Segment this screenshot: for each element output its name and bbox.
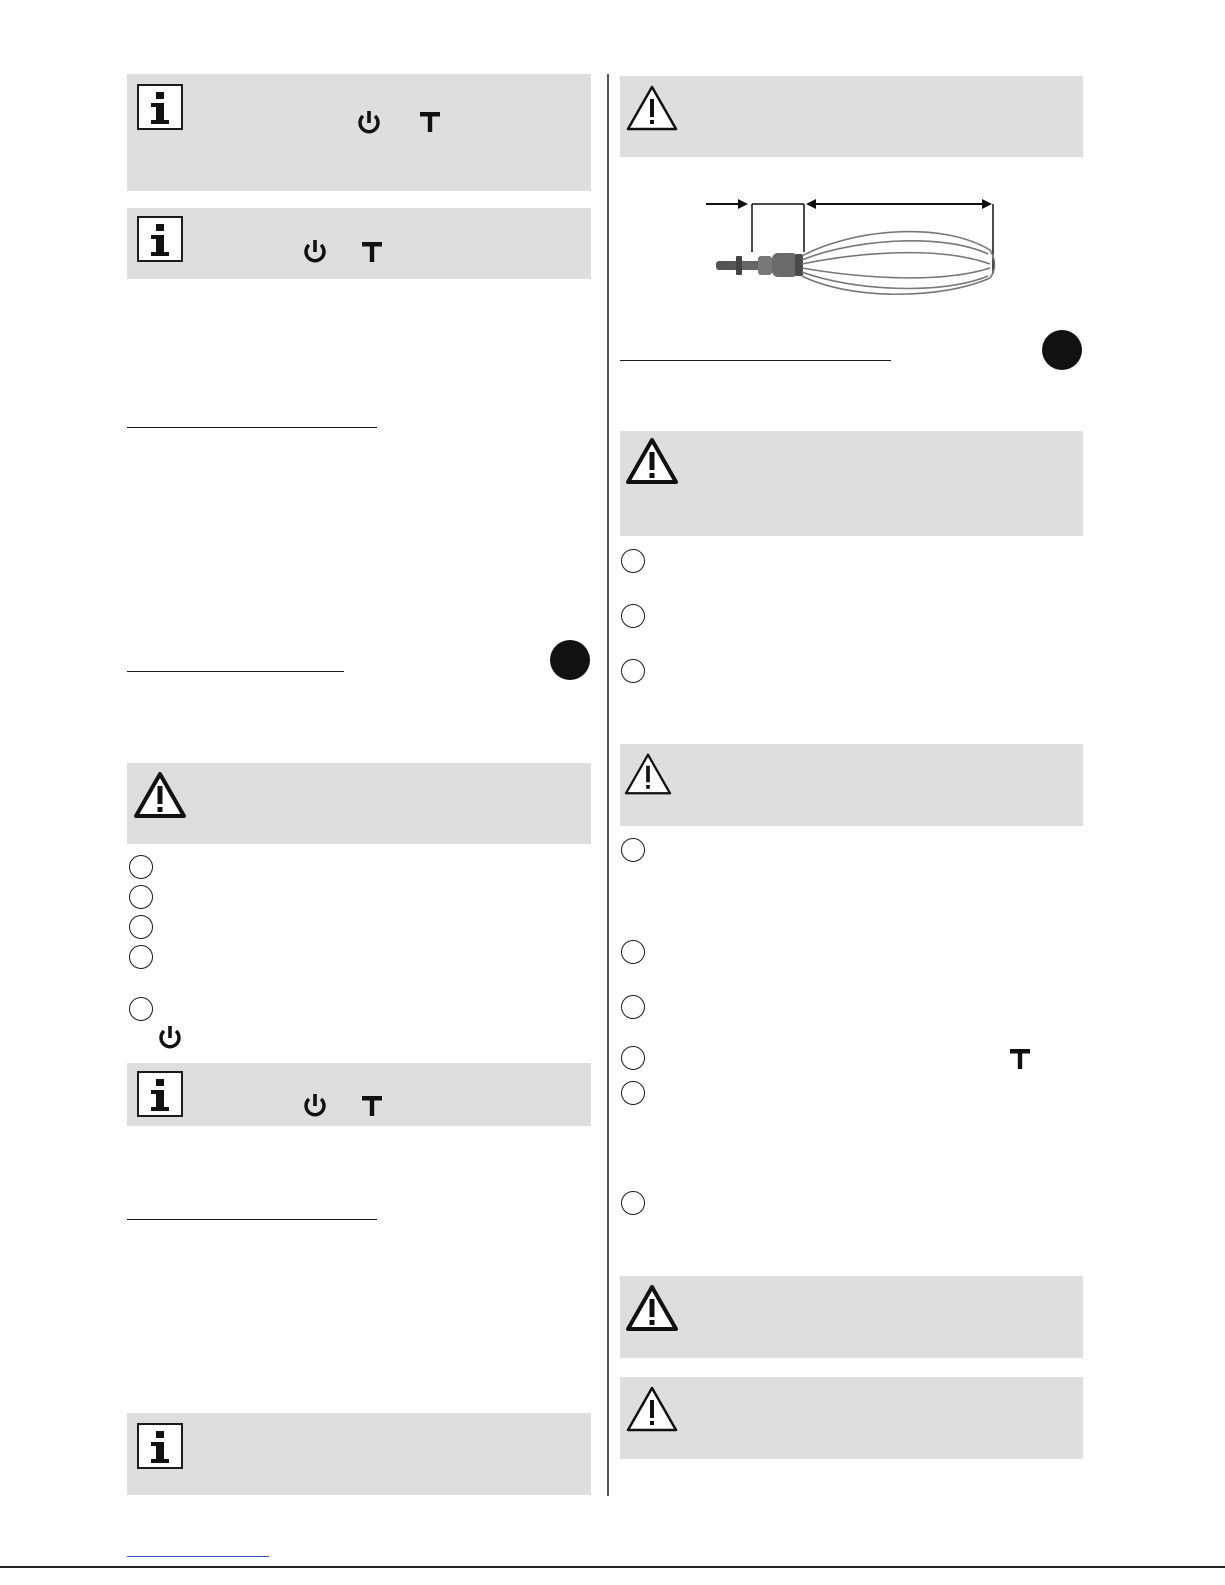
power-icon [357, 110, 381, 136]
power-icon [158, 1025, 182, 1051]
info-notice-box [127, 1063, 591, 1126]
info-icon [137, 216, 183, 262]
page-bottom-rule [0, 1566, 1225, 1568]
section-heading-underline [620, 360, 891, 361]
step-circle-icon [129, 855, 153, 879]
power-icon [303, 1093, 327, 1119]
step-circle-icon [129, 945, 153, 969]
whisk-attachment-illustration [700, 190, 1000, 300]
turbo-t-icon [419, 111, 441, 133]
warning-notice-box [620, 1377, 1083, 1459]
warning-triangle-icon [623, 752, 673, 796]
step-circle-icon [621, 604, 645, 628]
figure-marker-icon [1042, 330, 1082, 370]
warning-notice-box [620, 431, 1083, 536]
step-circle-icon [621, 1046, 645, 1070]
warning-notice-box [127, 763, 591, 844]
section-heading-underline [127, 1219, 377, 1220]
info-icon [137, 1071, 183, 1117]
step-circle-icon [621, 549, 645, 573]
warning-notice-box [620, 76, 1083, 157]
warning-triangle-icon [625, 1284, 679, 1332]
step-circle-icon [621, 659, 645, 683]
footer-link-underline[interactable] [127, 1556, 269, 1557]
warning-notice-box [620, 744, 1083, 826]
step-circle-icon [621, 940, 645, 964]
step-circle-icon [621, 1191, 645, 1215]
info-notice-box [127, 208, 591, 279]
step-circle-icon [621, 995, 645, 1019]
step-circle-icon [129, 997, 153, 1021]
warning-triangle-icon [625, 84, 679, 132]
column-divider [607, 74, 609, 1496]
figure-marker-icon [550, 640, 590, 680]
turbo-t-icon [361, 1095, 383, 1117]
warning-notice-box [620, 1276, 1083, 1358]
step-circle-icon [129, 915, 153, 939]
step-circle-icon [621, 1081, 645, 1105]
info-icon [137, 1423, 183, 1469]
info-icon [137, 84, 183, 130]
section-heading-underline [127, 427, 377, 428]
warning-triangle-icon [133, 771, 187, 819]
turbo-t-icon [1009, 1048, 1031, 1070]
info-notice-box [127, 1413, 591, 1495]
warning-triangle-icon [625, 437, 679, 485]
turbo-t-icon [361, 241, 383, 263]
section-heading-underline [127, 671, 344, 672]
step-circle-icon [129, 885, 153, 909]
info-notice-box [127, 74, 591, 191]
step-circle-icon [621, 838, 645, 862]
power-icon [303, 239, 327, 265]
warning-triangle-icon [625, 1385, 679, 1433]
